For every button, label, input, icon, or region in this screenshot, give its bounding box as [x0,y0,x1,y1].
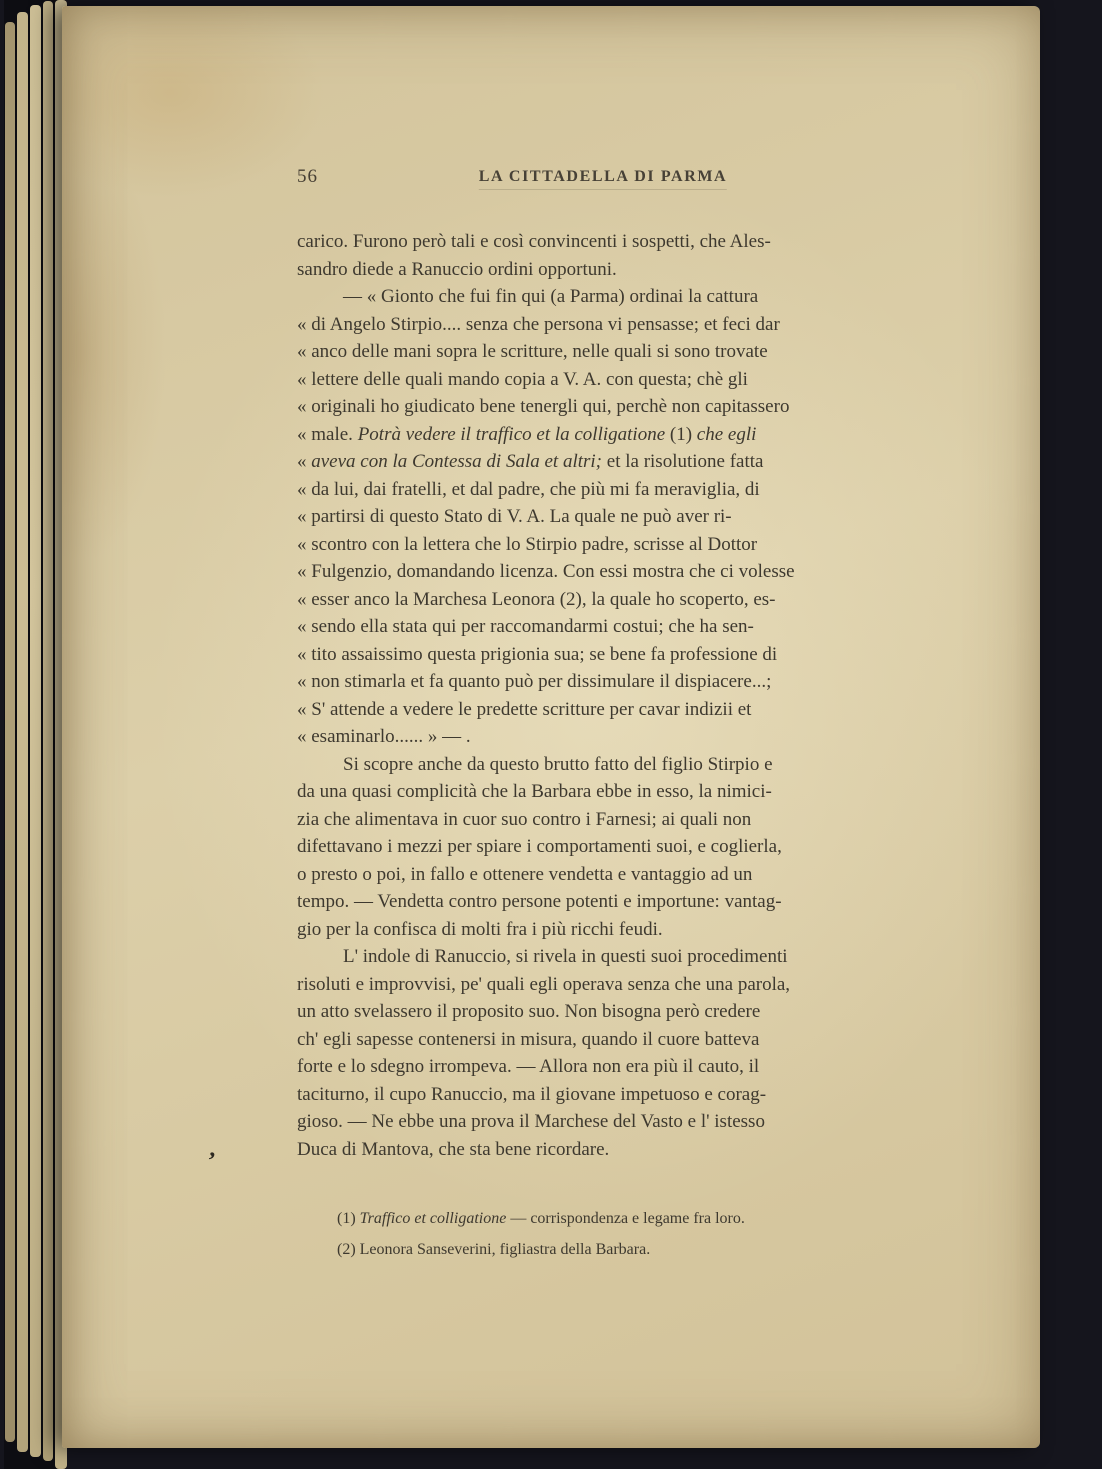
text-line [297,668,909,696]
page-header [297,166,909,190]
text-line [297,613,909,641]
text-segment: « da lui, dai fratelli, et dal padre, che più mi fa meraviglia, di [297,478,760,500]
text-segment: « tito assaissimo questa prigionia sua; se bene fa professione di [297,643,778,665]
book-page-stack [4,0,66,1469]
text-line [297,1081,909,1109]
ink-mark: , [208,1135,218,1163]
italic-text-segment: Traffico et colligatione [359,1210,507,1227]
text-segment: gio per la confisca di molti fra i più ricchi feudi. [297,918,663,940]
text-line [297,421,909,449]
text-segment: zia che alimentava in cuor suo contro i Farnesi; ai quali non [297,808,752,830]
text-line [297,393,909,421]
text-line [297,778,909,806]
text-line [297,888,909,916]
text-line [297,943,909,971]
body-text [297,228,909,1163]
text-segment: (1) [665,423,697,445]
text-segment: « anco delle mani sopra le scritture, nelle quali si sono trovate [297,341,768,362]
italic-text-segment: Potrà vedere il traffico et la colligatione [357,423,666,445]
text-segment: « S' attende a vedere le predette scritture per cavar indizii et [297,698,752,720]
text-line [297,1136,909,1164]
text-segment: — « Gionto che fui fin qui (a Parma) ordinai la cattura [343,286,759,307]
text-line [297,531,909,559]
text-line [297,998,909,1026]
text-line [297,723,909,751]
text-segment: « non stimarla et fa quanto può per dissimulare il dispiacere...; [297,671,772,692]
text-segment: « scontro con la lettera che lo Stirpio padre, scrisse al Dottor [297,533,758,555]
text-segment: risoluti e improvvisi, pe' quali egli operava senza che una parola, [297,973,791,995]
page-edge [30,5,41,1457]
text-line [297,228,909,256]
text-line [297,641,909,669]
book-page [62,6,1040,1448]
paragraph-opening [297,228,909,283]
page-number: 56 [297,166,318,187]
text-segment: sandro diede a Ranuccio ordini opportuni. [297,258,617,280]
text-segment: carico. Furono però tali e così convincenti i sospetti, che Ales- [297,231,771,252]
text-segment: Duca di Mantova, che sta bene ricordare. [297,1138,610,1160]
text-line [297,256,909,284]
text-line [297,1053,909,1081]
text-segment: « partirsi di questo Stato di V. A. La quale ne può aver ri- [297,506,732,527]
text-line [297,1234,909,1265]
paragraph-quoted-letter [297,283,909,751]
text-line [297,558,909,586]
page-edge [17,12,28,1452]
text-segment: L' indole di Ranuccio, si rivela in questi suoi procedimenti [343,946,788,967]
text-segment: forte e lo sdegno irrompeva. — Allora non era più il cauto, il [297,1056,760,1077]
text-line [297,1108,909,1136]
text-segment: « di Angelo Stirpio.... senza che persona vi pensasse; et feci dar [297,313,780,335]
text-segment: — corrispondenza e legame fra loro. [506,1210,745,1227]
italic-text-segment: aveva con la Contessa di Sala et altri; [311,451,603,472]
text-line [297,971,909,999]
text-segment: Si scopre anche da questo brutto fatto del figlio Stirpio e [343,753,773,775]
text-segment: « lettere delle quali mando copia a V. A. con questa; chè gli [297,368,748,390]
text-line [297,338,909,366]
text-segment: ch' egli sapesse contenersi in misura, quando il cuore batteva [297,1028,760,1050]
text-segment: un atto svelassero il proposito suo. Non bisogna però credere [297,1001,761,1022]
text-segment: « esaminarlo...... » — . [297,726,471,747]
footnotes [297,1203,909,1265]
text-line [297,861,909,889]
text-line [297,806,909,834]
text-segment: tempo. — Vendetta contro persone potenti e importune: vantag- [297,891,782,912]
text-segment: gioso. — Ne ebbe una prova il Marchese del Vasto e l' istesso [297,1111,765,1132]
text-segment: « originali ho giudicato bene tenergli qui, perchè non capitassero [297,396,790,417]
text-line [297,1026,909,1054]
text-line [297,833,909,861]
text-segment: o presto o poi, in fallo e ottenere vendetta e vantaggio ad un [297,863,753,885]
text-column [297,166,909,1265]
text-line [297,448,909,476]
text-segment: « Fulgenzio, domandando licenza. Con essi mostra che ci volesse [297,561,795,582]
text-segment: « esser anco la Marchesa Leonora (2), la quale ho scoperto, es- [297,588,776,610]
text-line [297,503,909,531]
text-segment: « sendo ella stata qui per raccomandarmi costui; che ha sen- [297,616,754,637]
paragraph-ranuccio [297,943,909,1163]
text-segment: et la risolutione fatta [602,451,764,472]
text-line [297,366,909,394]
paragraph-commentary [297,751,909,944]
text-line [297,586,909,614]
text-line [297,1203,909,1234]
running-title: LA CITTADELLA DI PARMA [479,168,727,190]
text-segment: difettavano i mezzi per spiare i comportamenti suoi, e coglierla, [297,836,782,857]
text-line [297,751,909,779]
text-segment: da una quasi complicità che la Barbara ebbe in esso, la nimici- [297,781,772,802]
text-segment: (1) [337,1210,360,1227]
page-edge [5,22,15,1442]
text-segment: (2) Leonora Sanseverini, figliastra della Barbara. [337,1241,651,1258]
text-line [297,283,909,311]
text-segment: taciturno, il cupo Ranuccio, ma il giovane impetuoso e corag- [297,1083,767,1105]
text-segment: « [297,451,312,472]
text-line [297,916,909,944]
italic-text-segment: che egli [696,423,757,445]
text-line [297,476,909,504]
text-segment: « male. [297,423,358,445]
text-line [297,311,909,339]
page-edge [43,1,53,1461]
text-line [297,696,909,724]
